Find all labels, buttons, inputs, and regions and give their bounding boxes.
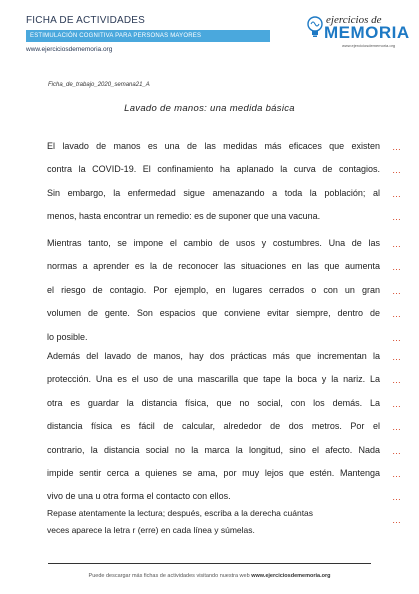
- answer-blank[interactable]: …: [392, 309, 401, 320]
- text-line: Además del lavado de manos, hay dos prácticas más que incrementan la: [47, 351, 380, 361]
- text-line: Sin embargo, la enfermedad sigue amenazando a toda la población; al: [47, 187, 380, 198]
- text-line: Mientras tanto, se impone el cambio de usos y costumbres. Una de las: [47, 238, 380, 248]
- answer-blank[interactable]: …: [392, 142, 401, 152]
- answer-blank[interactable]: …: [392, 239, 401, 249]
- logo-line1: ejercicios de: [326, 14, 382, 26]
- answer-blank[interactable]: …: [392, 422, 401, 433]
- text-line: el riesgo de contagio. Por ejemplo, en lugares cerrados o con un gran: [47, 284, 380, 295]
- footer-divider: [48, 563, 371, 564]
- instruction-line: veces aparece la letra r (erre) en cada línea y súmelas.: [47, 525, 255, 535]
- text-line: volumen de gente. Son espacios que conviene evitar siempre, dentro de: [47, 308, 380, 319]
- paragraph: [47, 135, 380, 229]
- text-line: menos, hasta encontrar un remedio: es de suponer que una vacuna.: [47, 211, 321, 222]
- answer-blank[interactable]: …: [392, 469, 401, 479]
- text-line: protección. Una es el uso de una mascarilla que tape la boca y la nariz. La: [47, 374, 380, 385]
- answer-blank[interactable]: …: [392, 375, 401, 386]
- brand-url[interactable]: www.ejerciciosdememoria.org: [26, 46, 113, 53]
- footer: [0, 573, 419, 579]
- brain-bulb-icon: [306, 16, 324, 38]
- answer-blank[interactable]: …: [392, 188, 401, 199]
- answer-blank[interactable]: …: [392, 212, 401, 223]
- text-line: otra es guardar la distancia física, que no social, con los demás. La: [47, 397, 380, 408]
- worksheet-id: Ficha_de_trabajo_2020_semana21_A: [48, 82, 150, 88]
- answer-blank[interactable]: …: [392, 165, 401, 176]
- text-line: normas a aprender es la de reconocer las situaciones en las que aumenta: [47, 261, 380, 272]
- answer-blank[interactable]: …: [392, 398, 401, 409]
- logo-line3: www.ejerciciosdememoria.org: [342, 43, 396, 48]
- logo-line2: MEMORIA: [324, 23, 410, 42]
- document-title: Lavado de manos: una medida básica: [124, 103, 295, 114]
- text-line: lo posible.: [47, 331, 88, 342]
- logo: [306, 14, 410, 50]
- brand-band: ESTIMULACIÓN COGNITIVA PARA PERSONAS MAYORES: [26, 30, 270, 42]
- answer-blank[interactable]: …: [392, 285, 401, 296]
- instruction-line: Repase atentamente la lectura; después, escriba a la derecha cuántas: [47, 508, 314, 518]
- instructions: [47, 505, 347, 539]
- answer-blank[interactable]: …: [392, 492, 401, 503]
- text-line: contra la COVID-19. El confinamiento ha aplanado la curva de contagios.: [47, 164, 380, 175]
- paragraph: [47, 232, 380, 349]
- footer-link[interactable]: www.ejerciciosdememoria.org: [251, 573, 331, 579]
- text-line: impide sentir cerca a quienes se ama, por muy lejos que estén. Mantenga: [47, 467, 380, 478]
- answer-blank[interactable]: …: [392, 445, 401, 456]
- brand-title: FICHA DE ACTIVIDADES: [26, 15, 146, 26]
- answer-blank[interactable]: …: [392, 515, 401, 525]
- brand-header: [26, 14, 276, 53]
- paragraph: [47, 345, 380, 509]
- answer-blank[interactable]: …: [392, 262, 401, 273]
- text-line: contrario, la distancia social no la marca la longitud, sino el afecto. Nada: [47, 444, 380, 455]
- answer-blank[interactable]: …: [392, 332, 401, 343]
- text-line: vivo de una u otra forma el contacto con ellos.: [47, 491, 231, 502]
- text-line: distancia física es fácil de calcular, alrededor de dos metros. Por el: [47, 421, 380, 432]
- text-line: El lavado de manos es una de las medidas más eficaces que existen: [47, 141, 380, 151]
- answer-blank[interactable]: …: [392, 352, 401, 362]
- footer-text: Puede descargar más fichas de actividades visitando nuestra web: [88, 573, 250, 579]
